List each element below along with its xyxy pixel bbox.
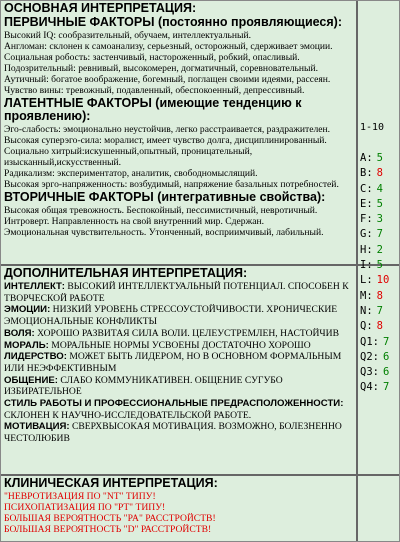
latent-title-line-2: проявлению): <box>4 109 91 123</box>
scale-row <box>360 197 389 212</box>
latent-factor-line: изысканный,искусственный. <box>4 157 122 168</box>
scale-row <box>360 166 389 181</box>
basic-interpretation-title: ОСНОВНАЯ ИНТЕРПРЕТАЦИЯ: <box>4 1 197 15</box>
scale-value: 5 <box>376 197 383 210</box>
additional-item <box>4 340 356 352</box>
scale-factor-label: E: <box>360 197 373 210</box>
scales-column <box>358 1 399 541</box>
scale-range-label: 1-10 <box>360 122 385 133</box>
primary-factor-line: Высокий IQ: сообразительный, обучаем, интеллектуальный. <box>4 30 252 41</box>
additional-item-label: ОБЩЕНИЕ: <box>4 374 58 386</box>
primary-factors-title: ПЕРВИЧНЫЕ ФАКТОРЫ (постоянно проявляющиеся): <box>4 15 342 29</box>
scale-value: 7 <box>376 228 383 241</box>
additional-item <box>4 398 356 421</box>
scale-factor-label: M: <box>360 289 373 302</box>
scale-values-list <box>360 151 389 396</box>
additional-item-text: СЛАБО КОММУНИКАТИВЕН. ОБЩЕНИЕ СУГУБО ИЗБИРАТЕЛЬНОЕ <box>4 374 283 398</box>
scale-value: 3 <box>376 213 383 226</box>
additional-item-text: ВЫСОКИЙ ИНТЕЛЛЕКТУАЛЬНЫЙ ПОТЕНЦИАЛ. СПОСОБЕН К ТВОРЧЕСКОЙ РАБОТЕ <box>4 281 349 304</box>
additional-item-label: ИНТЕЛЛЕКТ: <box>4 281 65 292</box>
additional-item-label: СТИЛЬ РАБОТЫ И ПРОФЕССИОНАЛЬНЫЕ ПРЕДРАСПОЛОЖЕННОСТИ: <box>4 398 344 410</box>
secondary-factors-title: ВТОРИЧНЫЕ ФАКТОРЫ (интегративные свойства): <box>4 190 326 204</box>
additional-item-text: МОЖЕТ БЫТЬ ЛИДЕРОМ, НО В ОСНОВНОМ ФОРМАЛЬНЫМ ИЛИ НЕЭФФЕКТИВНЫМ <box>4 351 342 374</box>
latent-factor-line: Эго-слабость: эмоционально неустойчив, легко расстраивается, раздражителен. <box>4 124 331 135</box>
primary-factor-line: Чувство вины: тревожный, подавленный, обеспокоенный, депрессивный. <box>4 85 305 96</box>
additional-item-text: ХОРОШО РАЗВИТАЯ СИЛА ВОЛИ. ЦЕЛЕУСТРЕМЛЕН, НАСТОЙЧИВ <box>34 327 339 339</box>
scale-value: 8 <box>376 289 383 302</box>
scale-row <box>360 151 389 166</box>
additional-interpretation-section <box>1 267 356 445</box>
scale-factor-label: Q: <box>360 320 373 333</box>
clinical-line: "НЕВРОТИЗАЦИЯ ПО "NT" ТИПУ! <box>4 491 156 502</box>
scale-factor-label: Q1: <box>360 335 379 348</box>
additional-items-list <box>1 281 356 445</box>
scale-row <box>360 350 389 365</box>
additional-item-label: МОТИВАЦИЯ: <box>4 421 70 433</box>
clinical-line: ПСИХОПАТИЗАЦИЯ ПО "PT" ТИПУ! <box>4 502 166 513</box>
scale-row <box>360 212 389 227</box>
scale-factor-label: Q4: <box>360 381 379 394</box>
additional-item-label: ВОЛЯ: <box>4 327 35 339</box>
scale-factor-label: Q2: <box>360 350 379 363</box>
additional-item-text: СВЕРХВЫСОКАЯ МОТИВАЦИЯ. ВОЗМОЖНО, БОЛЕЗНЕННО ЧЕСТОЛЮБИВ <box>4 421 342 445</box>
additional-item-text: НИЗКИЙ УРОВЕНЬ СТРЕССОУСТОЙЧИВОСТИ. ХРОНИЧЕСКИЕ ЭМОЦИОНАЛЬНЫЕ КОНФЛИКТЫ <box>4 304 338 328</box>
additional-item <box>4 375 356 398</box>
secondary-factor-line: Интроверт. Направленность на свой внутренний мир. Сдержан. <box>4 216 265 227</box>
clinical-interpretation-section <box>1 477 356 535</box>
scale-factor-label: Q3: <box>360 366 379 379</box>
scale-value: 8 <box>376 167 383 180</box>
primary-factors-list <box>1 30 356 96</box>
scale-value: 7 <box>382 381 390 394</box>
scale-value: 8 <box>376 320 383 333</box>
latent-title-line-1: ЛАТЕНТНЫЕ ФАКТОРЫ (имеющие тенденцию к <box>4 96 302 110</box>
scale-value: 6 <box>382 366 390 379</box>
latent-factors-list <box>1 124 356 190</box>
additional-item-text: СКЛОНЕН К НАУЧНО-ИССЛЕДОВАТЕЛЬСКОЙ РАБОТЕ. <box>4 409 252 421</box>
scale-factor-label: G: <box>360 228 373 241</box>
scale-row <box>360 319 389 334</box>
clinical-interpretation-title: КЛИНИЧЕСКАЯ ИНТЕРПРЕТАЦИЯ: <box>4 476 218 490</box>
scale-row <box>360 227 389 242</box>
latent-factor-line: Социально хитрый:искушенный,опытный, проницательный, <box>4 146 253 157</box>
scales-divider <box>358 474 399 476</box>
scale-factor-label: B: <box>360 167 373 180</box>
scale-factor-label: L: <box>360 274 373 287</box>
scale-row <box>360 273 389 288</box>
scale-factor-label: C: <box>360 182 373 195</box>
scale-row <box>360 335 389 350</box>
primary-factor-line: Англоман: склонен к самоанализу, серьезный, осторожный, сдерживает эмоции. <box>4 41 333 52</box>
additional-item-text: МОРАЛЬНЫЕ НОРМЫ УСВОЕНЫ ДОСТАТОЧНО ХОРОШО <box>48 339 311 351</box>
scale-factor-label: H: <box>360 243 373 256</box>
scale-value: 7 <box>382 335 390 348</box>
scale-factor-label: A: <box>360 152 373 164</box>
scale-value: 6 <box>382 350 390 363</box>
interpretation-column <box>1 1 356 541</box>
additional-interpretation-title: ДОПОЛНИТЕЛЬНАЯ ИНТЕРПРЕТАЦИЯ: <box>4 266 248 280</box>
primary-factor-line: Подозрительный: ревнивый, высокомерен, догматичный, соревновательный. <box>4 63 319 74</box>
scale-row <box>360 258 389 273</box>
scale-row <box>360 365 389 380</box>
basic-interpretation-section <box>1 2 356 238</box>
additional-item-label: ЭМОЦИИ: <box>4 304 51 316</box>
latent-factor-line: Высокая суперэго-сила: моралист, имеет чувство долга, дисциплинированный. <box>4 135 327 146</box>
scale-value: 5 <box>376 152 383 164</box>
scale-row <box>360 304 389 319</box>
clinical-line: БОЛЬШАЯ ВЕРОЯТНОСТЬ "D" РАССТРОЙСТВ! <box>4 524 212 535</box>
scale-value: 5 <box>376 259 383 272</box>
scale-row <box>360 182 389 197</box>
additional-item <box>4 328 356 340</box>
secondary-factor-line: Эмоциональная чувствительность. Утонченный, восприимчивый, лабильный. <box>4 227 324 238</box>
scale-row <box>360 243 389 258</box>
latent-factors-title <box>4 97 356 123</box>
secondary-factors-list <box>1 205 356 238</box>
scale-value: 10 <box>376 274 390 287</box>
additional-item <box>4 281 356 304</box>
additional-item <box>4 351 356 374</box>
primary-factor-line: Аутичный: богатое воображение, богемный, поглащен своими идеями, рассеян. <box>4 74 331 85</box>
clinical-line: БОЛЬШАЯ ВЕРОЯТНОСТЬ "PA" РАССТРОЙСТВ! <box>4 513 216 524</box>
clinical-list <box>1 491 356 535</box>
scale-value: 4 <box>376 182 383 195</box>
scale-row <box>360 289 389 304</box>
secondary-factor-line: Высокая общая тревожность. Беспокойный, пессимистичный, невротичный. <box>4 205 318 216</box>
scale-row <box>360 380 389 395</box>
scale-factor-label: F: <box>360 213 373 226</box>
latent-factor-line: Радикализм: экспериментатор, аналитик, свободномыслящий. <box>4 168 258 179</box>
scale-factor-label: N: <box>360 304 373 317</box>
latent-factor-line: Высокая эрго-напряженность: возбудимый, напряжение базальных потребностей. <box>4 179 339 190</box>
primary-factor-line: Социальная робость: застенчивый, настороженный, робкий, опасливый. <box>4 52 300 63</box>
additional-item <box>4 421 356 444</box>
additional-item-label: ЛИДЕРСТВО: <box>4 351 67 363</box>
scale-value: 7 <box>376 304 383 317</box>
scale-value: 2 <box>376 243 383 256</box>
additional-item <box>4 304 356 327</box>
scale-factor-label: I: <box>360 259 373 272</box>
additional-item-label: МОРАЛЬ: <box>4 339 49 351</box>
